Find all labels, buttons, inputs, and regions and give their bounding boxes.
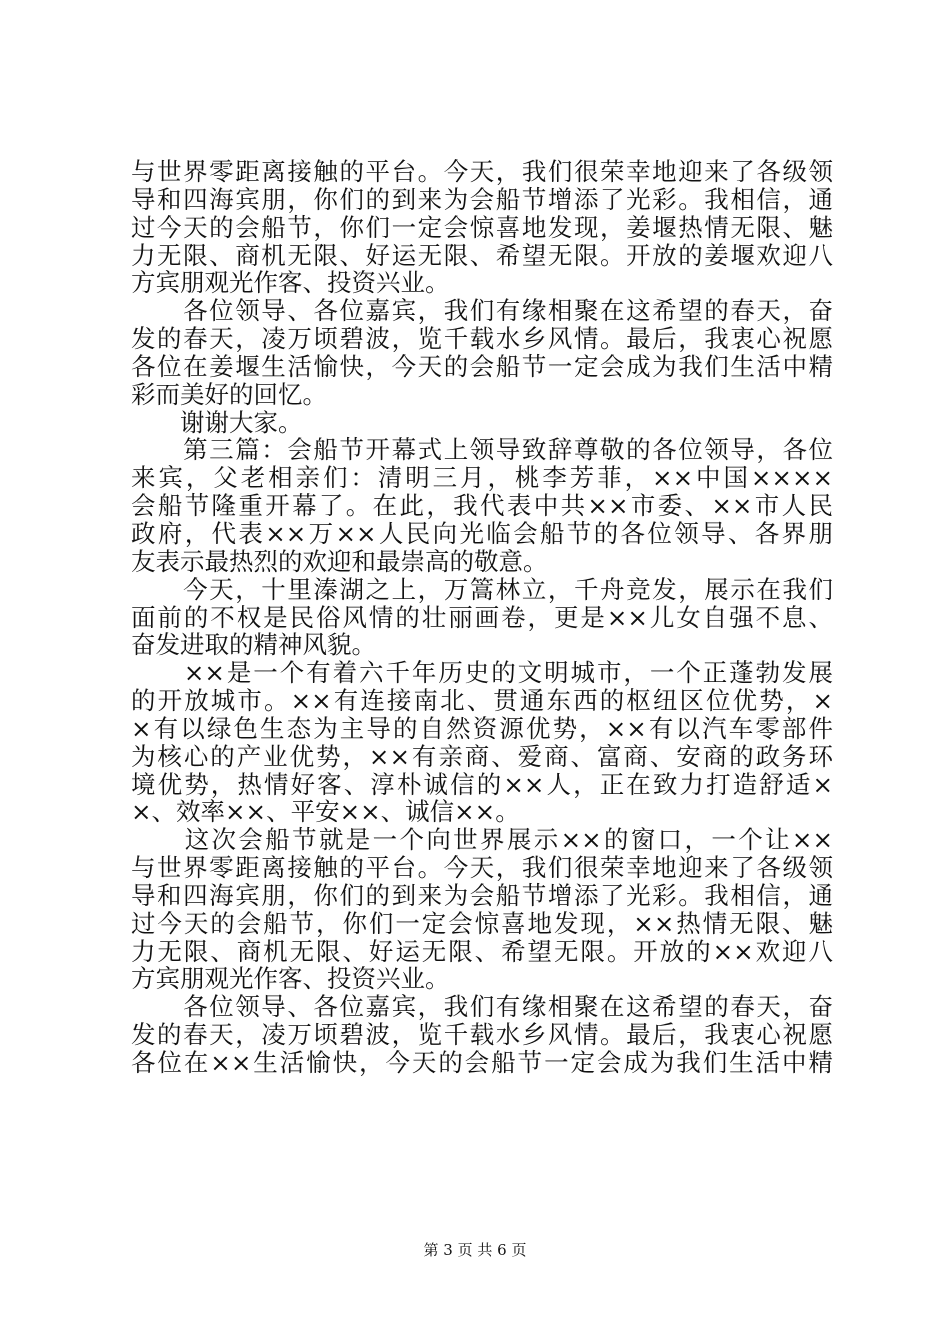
text-line: 各位领导、各位嘉宾，我们有缘相聚在这希望的春天，奋 [131,296,833,326]
text-line: 这次会船节就是一个向世界展示××的窗口，一个让×× [131,825,833,855]
text-line: 与世界零距离接触的平台。今天，我们很荣幸地迎来了各级领 [131,853,833,883]
text-line: 过今天的会船节，你们一定会惊喜地发现，××热情无限、魅 [131,908,833,938]
text-line: 面前的不权是民俗风情的壮丽画卷，更是××儿女自强不息、 [131,602,833,632]
text-line: 力无限、商机无限、好运无限、希望无限。开放的××欢迎八 [131,936,833,966]
text-line: 各位领导、各位嘉宾，我们有缘相聚在这希望的春天，奋 [131,992,833,1022]
text-line: 第三篇：会船节开幕式上领导致辞尊敬的各位领导，各位 [131,435,833,465]
text-line: 导和四海宾朋，你们的到来为会船节增添了光彩。我相信，通 [131,184,833,214]
text-line: 方宾朋观光作客、投资兴业。 [131,268,450,298]
text-line: ×、效率××、平安××、诚信××。 [131,797,520,827]
text-line: 发的春天，凌万顷碧波，览千载水乡风情。最后，我衷心祝愿 [131,1020,833,1050]
document-body [131,158,833,1077]
text-line: 境优势，热情好客、淳朴诚信的××人，正在致力打造舒适× [131,769,833,799]
text-line: 友表示最热烈的欢迎和最崇高的敬意。 [131,546,548,576]
text-line: 为核心的产业优势，××有亲商、爱商、富商、安商的政务环 [131,741,833,771]
page-footer: 第 3 页 共 6 页 [423,1241,527,1259]
text-line: 过今天的会船节，你们一定会惊喜地发现，姜堰热情无限、魅 [131,212,833,242]
text-line: 今天，十里溱湖之上，万篙林立，千舟竞发，展示在我们 [131,574,833,604]
text-line: 政府，代表××万××人民向光临会船节的各位领导、各界朋 [131,518,833,548]
text-line: 彩而美好的回忆。 [131,379,327,409]
text-line: 会船节隆重开幕了。在此，我代表中共××市委、××市人民 [131,491,833,521]
text-line: 来宾，父老相亲们：清明三月，桃李芳菲，××中国×××× [131,463,833,493]
text-line: 奋发进取的精神风貌。 [131,630,376,660]
text-line: 谢谢大家。 [131,407,303,437]
text-line: 与世界零距离接触的平台。今天，我们很荣幸地迎来了各级领 [131,157,833,186]
text-line: 的开放城市。××有连接南北、贯通东西的枢纽区位优势，× [131,686,833,716]
text-line: 力无限、商机无限、好运无限、希望无限。开放的姜堰欢迎八 [131,240,833,270]
text-line: 各位在姜堰生活愉快，今天的会船节一定会成为我们生活中精 [131,351,833,381]
text-line: ×有以绿色生态为主导的自然资源优势，××有以汽车零部件 [131,713,833,743]
text-line: 导和四海宾朋，你们的到来为会船节增添了光彩。我相信，通 [131,880,833,910]
text-line: 各位在××生活愉快，今天的会船节一定会成为我们生活中精 [131,1048,833,1077]
text-line: ××是一个有着六千年历史的文明城市，一个正蓬勃发展 [131,658,833,688]
text-line: 方宾朋观光作客、投资兴业。 [131,964,450,994]
text-line: 发的春天，凌万顷碧波，览千载水乡风情。最后，我衷心祝愿 [131,324,833,354]
